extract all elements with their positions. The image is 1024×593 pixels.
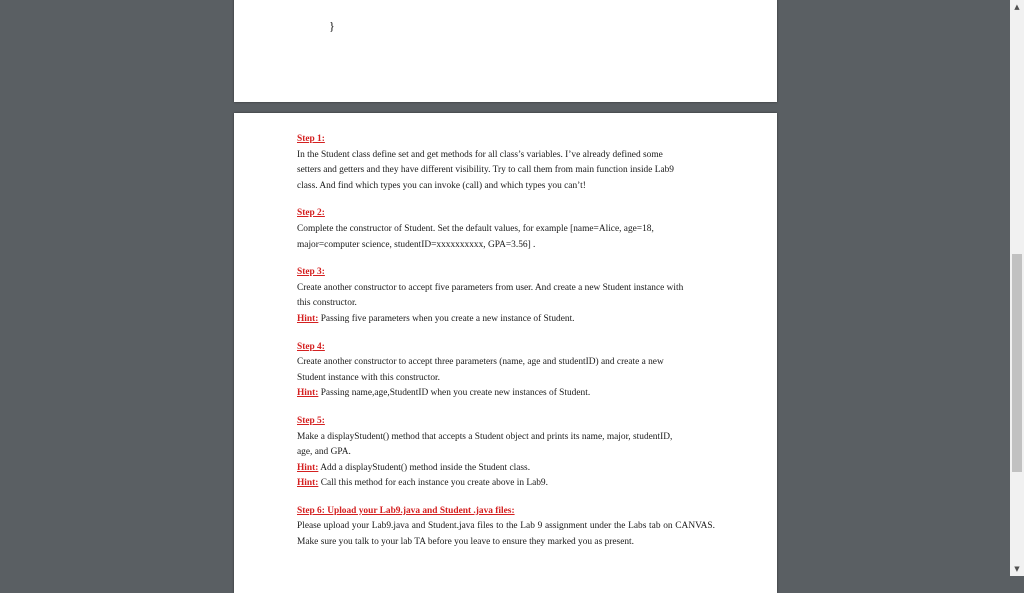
step-4 (297, 340, 717, 402)
current-page (234, 113, 777, 593)
step-2 (297, 206, 717, 253)
hint-line (297, 386, 717, 402)
step-title: Step 3: (297, 267, 325, 278)
step-body: Make a displayStudent() method that accepts a Student object and prints its name, major, studentID, age, and GPA. (297, 431, 673, 458)
hint-text: Call this method for each instance you create above in Lab9. (320, 478, 548, 489)
vertical-scrollbar[interactable] (1010, 0, 1024, 576)
hint-label: Hint: (297, 478, 319, 489)
page-content (297, 132, 717, 563)
step-title: Step 2: (297, 208, 325, 219)
hint-line (297, 476, 717, 492)
hint-label: Hint: (297, 313, 319, 324)
step-3 (297, 265, 717, 327)
step-title: Step 4: (297, 341, 325, 352)
step-5 (297, 414, 717, 492)
hint-line (297, 461, 717, 477)
hint-line (297, 312, 717, 328)
step-body: In the Student class define set and get methods for all class’s variables. I’ve already defined some setters and getters and they have different visibility. Try to call them from main function inside Lab9 class. And find which types you can invoke (call) and which types you can’t! (297, 149, 674, 191)
step-title: Step 6: Upload your Lab9.java and Student .java files: (297, 505, 515, 516)
scroll-up-icon[interactable]: ▲ (1014, 3, 1020, 11)
hint-text: Add a displayStudent() method inside the Student class. (320, 462, 531, 473)
hint-label: Hint: (297, 462, 319, 473)
hint-label: Hint: (297, 388, 319, 399)
step-title: Step 1: (297, 134, 325, 144)
step-6 (297, 504, 717, 551)
scroll-thumb[interactable] (1012, 254, 1022, 472)
scroll-down-icon[interactable]: ▼ (1014, 565, 1020, 573)
step-body: Please upload your Lab9.java and Student.java files to the Lab 9 assignment under the Labs tab on CANVAS. Make sure you talk to your lab TA before you leave to ensure they marked you as present. (297, 521, 715, 548)
step-body: Complete the constructor of Student. Set the default values, for example [name=Alice, age=18, major=computer science, studentID=xxxxxxxxxx, GPA=3.56] . (297, 223, 654, 250)
step-title: Step 5: (297, 415, 325, 426)
previous-page (234, 0, 777, 102)
hint-text: Passing name,age,StudentID when you create new instances of Student. (320, 388, 591, 399)
hint-text: Passing five parameters when you create a new instance of Student. (320, 313, 575, 324)
step-1 (297, 132, 717, 194)
step-body: Create another constructor to accept five parameters from user. And create a new Student instance with this constructor. (297, 282, 684, 309)
closing-brace: } (329, 19, 335, 33)
step-body: Create another constructor to accept three parameters (name, age and studentID) and create a new Student instance with this constructor. (297, 357, 664, 383)
